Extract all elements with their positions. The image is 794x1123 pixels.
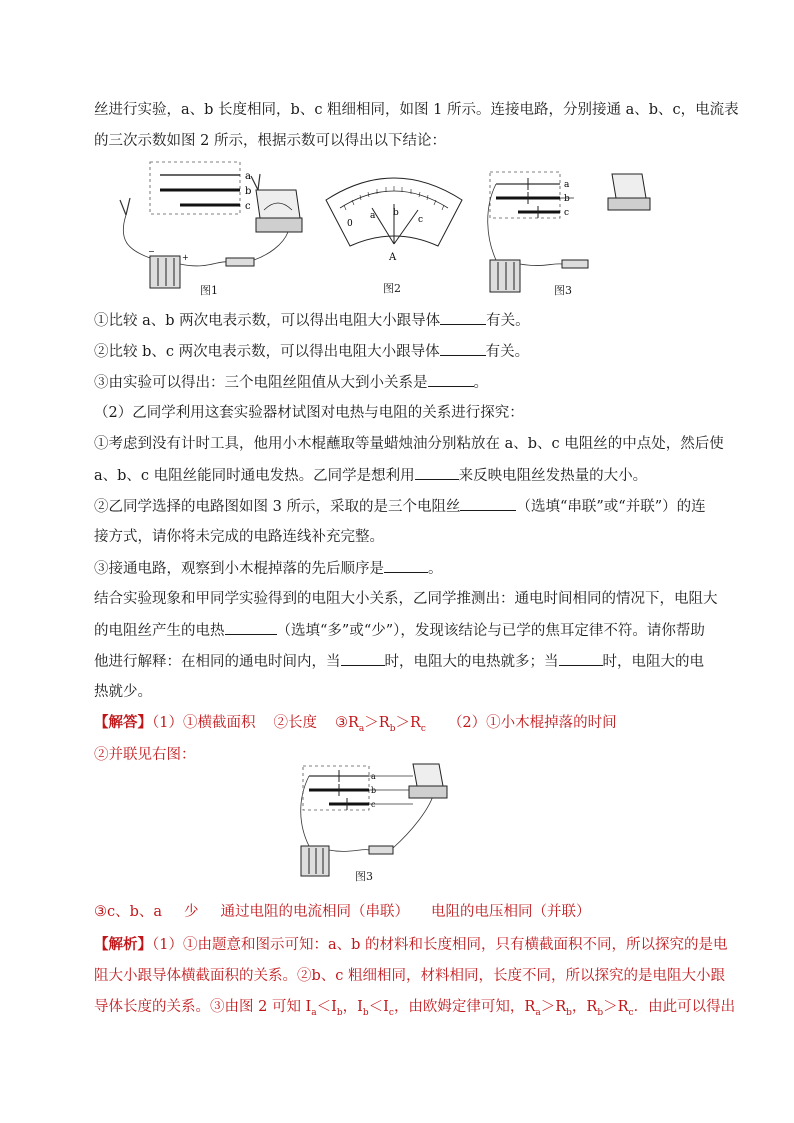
- question-1c: ③由实验可以得出：三个电阻丝阻值从大到小关系是 。: [94, 372, 488, 393]
- question-2c: ③接通电路，观察到小木棍掉落的先后顺序是 。: [94, 558, 443, 579]
- ans-switch-icon: [369, 846, 393, 854]
- question-1b: ②比较 b、c 两次电表示数，可以得出电阻大小跟导体 有关。: [94, 341, 529, 362]
- question-3-line-4: 热就少。: [94, 684, 152, 700]
- meter-label-b: b: [393, 208, 399, 218]
- fig3-label-a: a: [564, 180, 570, 190]
- fig3-ammeter-icon: [612, 174, 646, 198]
- figure-2-caption: 图2: [383, 282, 401, 295]
- question-2b-line-2: 接方式，请你将未完成的电路连线补充完整。: [94, 529, 384, 545]
- answer-line-1: 【解答】（1）①横截面积 ②长度 $③R_a>R_b>R_c$ （2）①小木棍掉落的时间: [94, 714, 617, 734]
- label-c: c: [245, 201, 251, 212]
- figure-3-circuit: [482, 168, 662, 298]
- question-2b-line-1: ②乙同学选择的电路图如图 3 所示，采取的是三个电阻丝 （选填“串联”或“并联”）的连: [94, 496, 706, 517]
- meter-label-c: c: [418, 215, 424, 225]
- question-3-line-1: 结合实验现象和甲同学实验得到的电阻大小关系，乙同学推测出：通电时间相同的情况下，电阻大: [94, 591, 718, 607]
- fig3-switch-icon: [562, 260, 588, 268]
- question-1a: ①比较 a、b 两次电表示数，可以得出电阻大小跟导体 有关。: [94, 310, 530, 331]
- ans-label-c: c: [371, 800, 376, 809]
- question-2a-line-2: a、b、c 电阻丝能同时通电发热。乙同学是想利用 来反映电阻丝发热量的大小。: [94, 465, 647, 486]
- analysis-label: 【解析】: [94, 936, 152, 953]
- ans-battery-icon: [301, 846, 329, 876]
- question-2a-line-1: ①考虑到没有计时工具，他用小木棍蘸取等量蜡烛油分别粘放在 a、b、c 电阻丝的中点处，然后使: [94, 436, 724, 452]
- clip-left-icon: [120, 198, 130, 215]
- label-a: a: [245, 171, 251, 182]
- figure-2-meter: [320, 170, 468, 265]
- ans-label-a: a: [371, 772, 376, 781]
- analysis-line-3: 导体长度的关系。③由图 2 可知 $I_a<I_b$，$I_b<I_c$，由欧姆定律可知，$R_a>R_b$，$R_b>R_c$．由此可以得出: [94, 999, 736, 1018]
- meter-label-a: a: [370, 211, 376, 221]
- label-b: b: [245, 186, 252, 197]
- answer-line-2: ②并联见右图：: [94, 747, 196, 763]
- ans-ammeter-icon: [413, 764, 443, 786]
- answer-label: 【解答】: [94, 714, 152, 731]
- ammeter-icon: [256, 190, 300, 218]
- fig3-label-c: c: [564, 208, 570, 218]
- question-3-line-3: 他进行解释：在相同的通电时间内，当 时，电阻大的电热就多；当 时，电阻大的电: [94, 651, 704, 672]
- figure-1-circuit: [108, 160, 308, 300]
- meter-zero-label: 0: [347, 219, 353, 229]
- intro-line-1: 丝进行实验，a、b 长度相同，b、c 粗细相同，如图 1 所示。连接电路，分别接通 a、b、c，电流表: [94, 102, 739, 118]
- figure-1-caption: 图1: [200, 284, 218, 297]
- answer-figure-circuit: [293, 760, 453, 880]
- switch-icon: [226, 258, 254, 266]
- analysis-line-2: 阻大小跟导体横截面积的关系。②b、c 粗细相同，材料相同，长度不同，所以探究的是电阻大小跟: [94, 968, 726, 984]
- svg-text:−: −: [148, 247, 155, 256]
- answer-line-3: ③c、b、a 少 通过电阻的电流相同（串联） 电阻的电压相同（并联）: [94, 904, 591, 920]
- answer-figure-caption: 图3: [355, 870, 373, 883]
- figure-3-caption: 图3: [554, 284, 572, 297]
- fig3-battery-icon: [490, 260, 520, 292]
- intro-line-2: 的三次示数如图 2 所示，根据示数可以得出以下结论：: [94, 133, 446, 149]
- question-3-line-2: 的电阻丝产生的电热 （选填“多”或“少”），发现该结论与已学的焦耳定律不符。请你帮助: [94, 620, 705, 641]
- ans-label-b: b: [371, 786, 377, 795]
- clip-right-icon: [251, 174, 260, 190]
- fig3-label-b: b: [564, 194, 570, 204]
- svg-text:+: +: [182, 253, 189, 262]
- meter-unit-label: A: [389, 252, 397, 263]
- analysis-line-1: 【解析】（1）①由题意和图示可知：a、b 的材料和长度相同，只有横截面积不同，所以探究的是电: [94, 936, 728, 953]
- question-2-heading: （2）乙同学利用这套实验器材试图对电热与电阻的关系进行探究：: [94, 405, 524, 421]
- battery-icon: [150, 256, 180, 288]
